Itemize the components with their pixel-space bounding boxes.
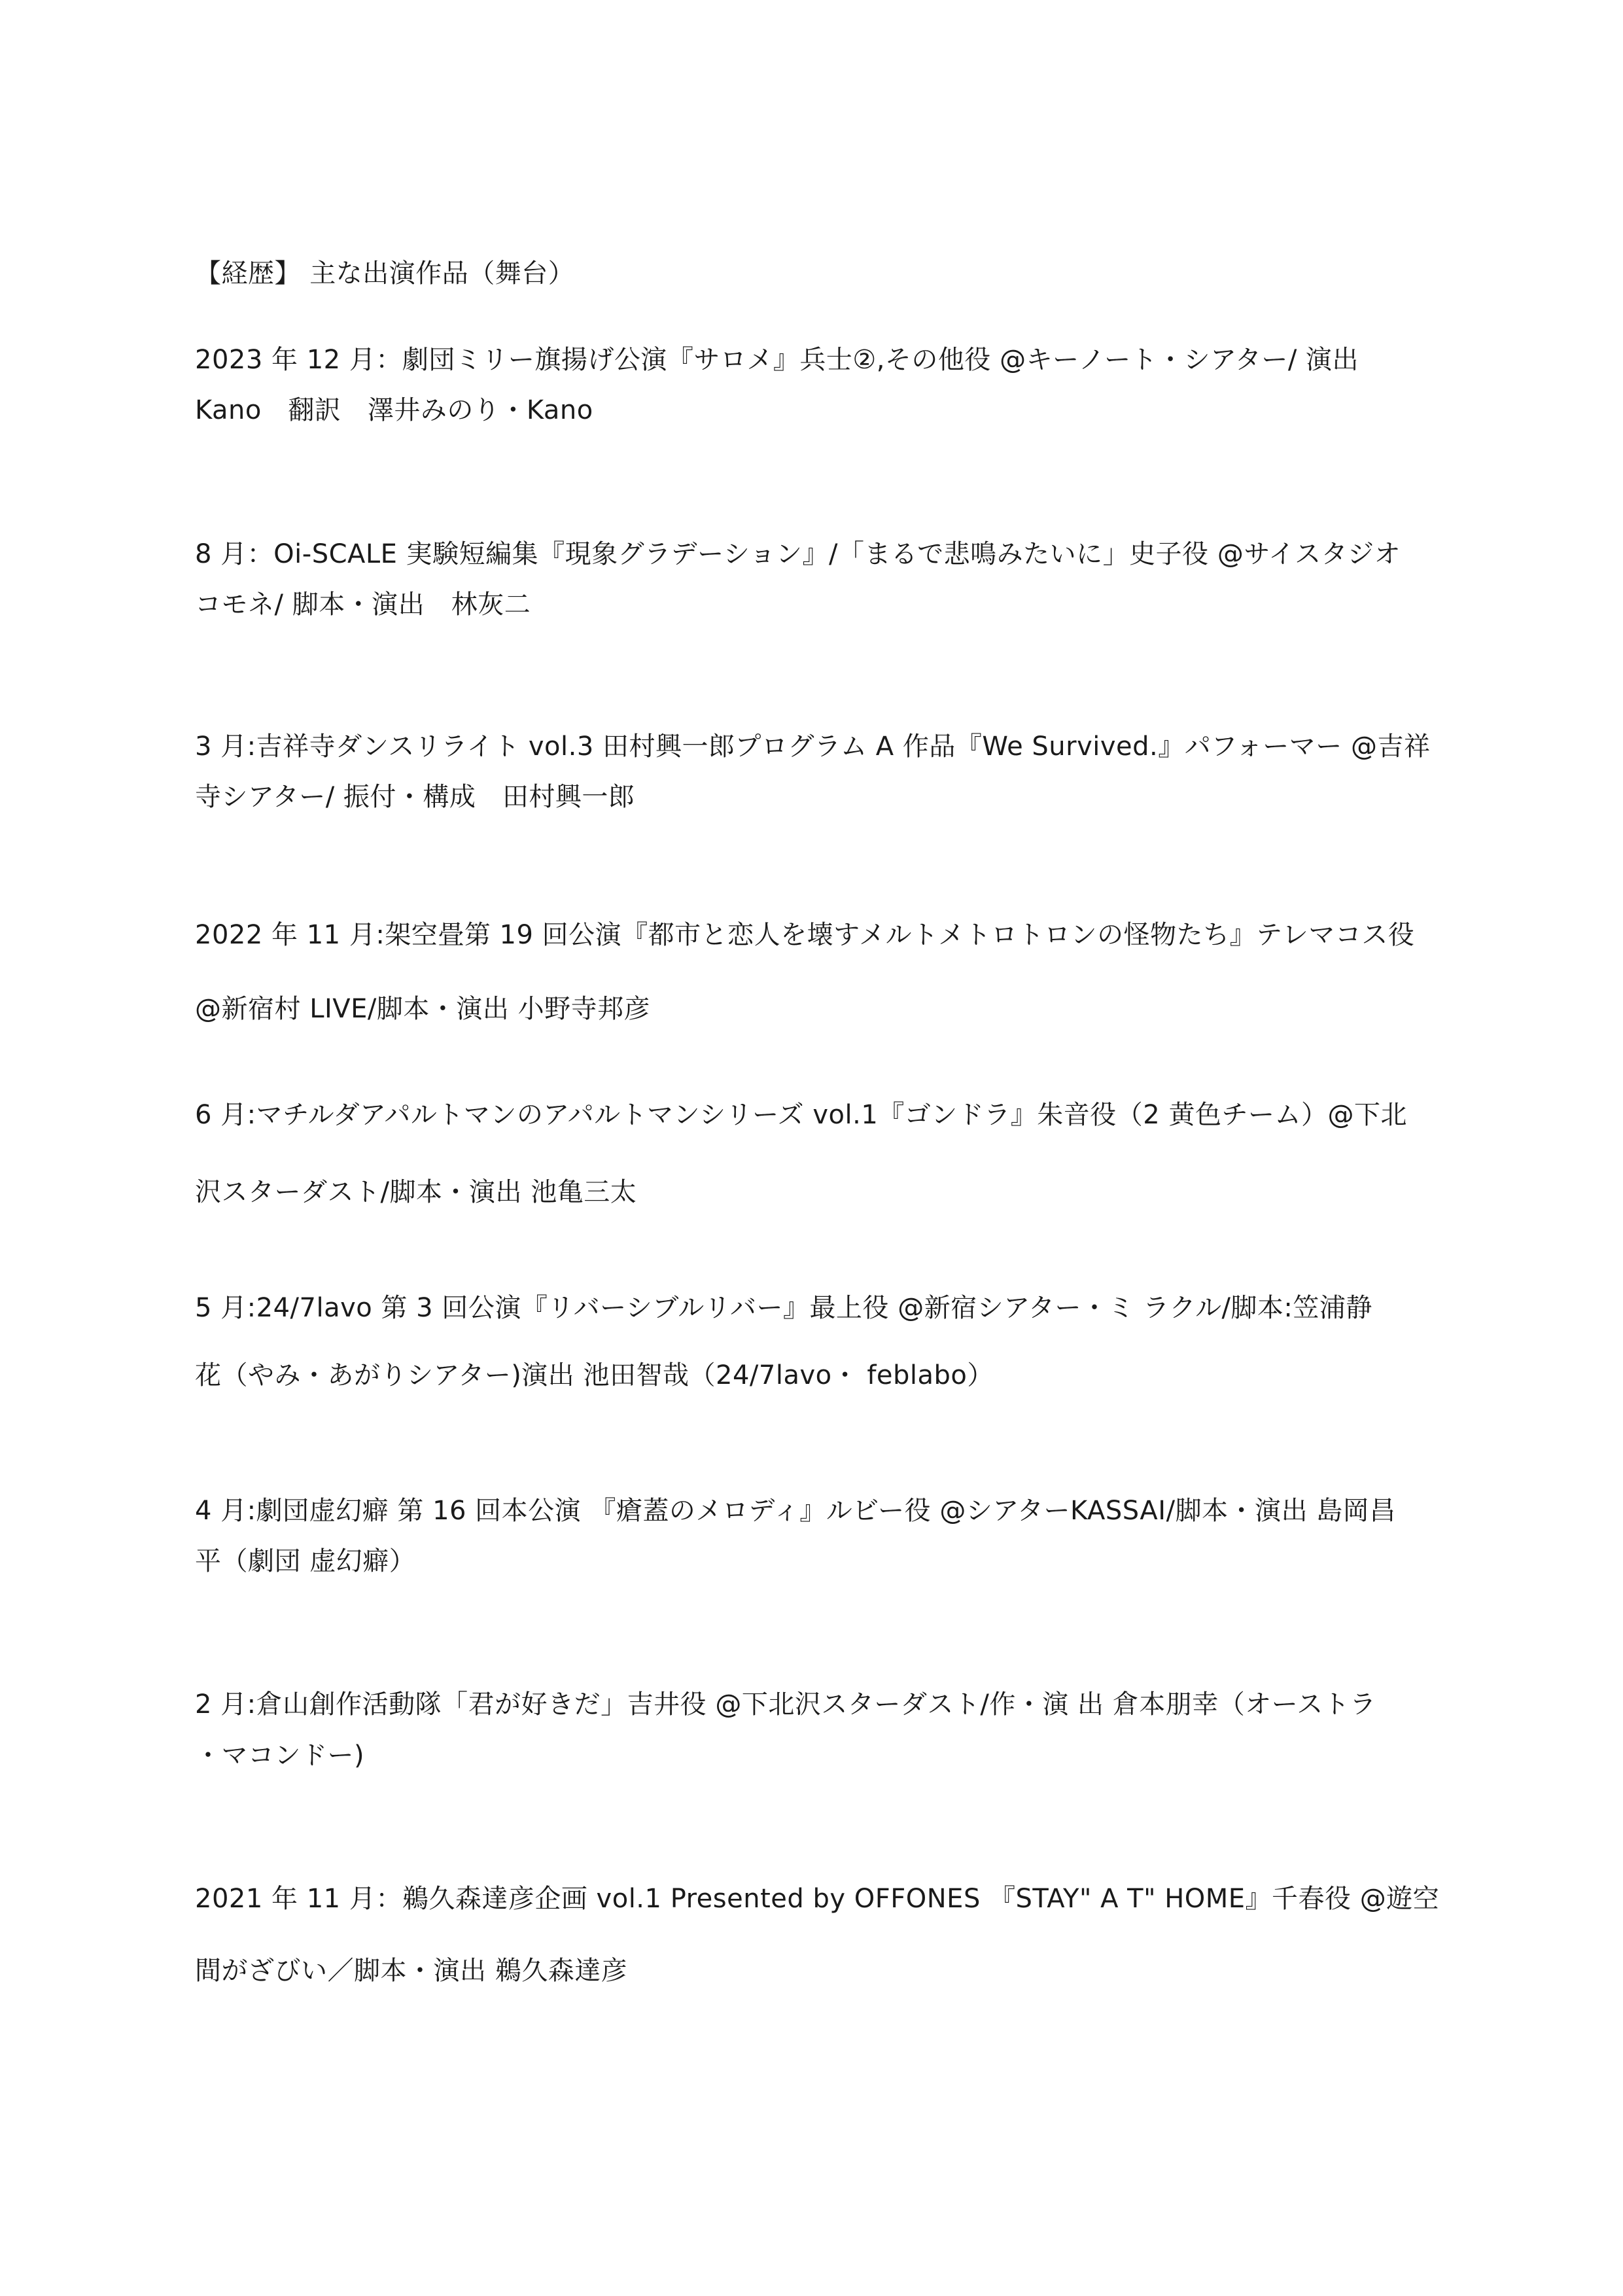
entry-4-line-2: @新宿村 LIVE/脚本・演出 小野寺邦彦	[195, 994, 651, 1024]
entry-8-line-2: ・マコンドー)	[195, 1740, 365, 1771]
entry-7-line-2: 平（劇団 虚幻癖）	[195, 1546, 416, 1576]
section-heading: 【経歴】 主な出演作品（舞台）	[195, 258, 575, 289]
entry-5-line-1: 6 月:マチルダアパルトマンのアパルトマンシリーズ vol.1『ゴンドラ』朱音役（2 黄色チーム）@下北	[195, 1100, 1407, 1130]
entry-9-line-2: 間がざびい／脚本・演出 鵜久森達彦	[195, 1956, 628, 1986]
entry-3-line-2: 寺シアター/ 振付・構成 田村興一郎	[195, 782, 635, 812]
entry-6-line-1: 5 月:24/7lavo 第 3 回公演『リバーシブルリバー』最上役 @新宿シアター・ミ ラクル/脚本:笠浦静	[195, 1293, 1372, 1323]
entry-3-line-1: 3 月:吉祥寺ダンスリライト vol.3 田村興一郎プログラム A 作品『We Survived.』パフォーマー @吉祥	[195, 732, 1431, 762]
entry-2-line-1: 8 月：Oi-SCALE 実験短編集『現象グラデーション』/「まるで悲鳴みたいに」史子役 @サイスタジオ	[195, 539, 1401, 569]
entry-7-line-1: 4 月:劇団虚幻癖 第 16 回本公演 『瘡蓋のメロディ』ルビー役 @シアターKASSAI/脚本・演出 島岡昌	[195, 1496, 1396, 1526]
entry-4-line-1: 2022 年 11 月:架空畳第 19 回公演『都市と恋人を壊すメルトメトロトロンの怪物たち』テレマコス役	[195, 920, 1415, 950]
entry-5-line-2: 沢スターダスト/脚本・演出 池亀三太	[195, 1177, 637, 1207]
entry-2-line-2: コモネ/ 脚本・演出 林灰二	[195, 590, 531, 620]
entry-1-line-1: 2023 年 12 月：劇団ミリー旗揚げ公演『サロメ』兵士②,その他役 @キーノート・シアター/ 演出	[195, 345, 1359, 375]
entry-1-line-2: Kano 翻訳 澤井みのり・Kano	[195, 395, 593, 425]
entry-6-line-2: 花（やみ・あがりシアター)演出 池田智哉（24/7lavo・ feblabo）	[195, 1360, 994, 1390]
entry-8-line-1: 2 月:倉山創作活動隊「君が好きだ」吉井役 @下北沢スターダスト/作・演 出 倉本朋幸（オーストラ	[195, 1689, 1376, 1720]
entry-9-line-1: 2021 年 11 月：鵜久森達彦企画 vol.1 Presented by OFFONES 『STAY" A T" HOME』千春役 @遊空	[195, 1884, 1440, 1914]
